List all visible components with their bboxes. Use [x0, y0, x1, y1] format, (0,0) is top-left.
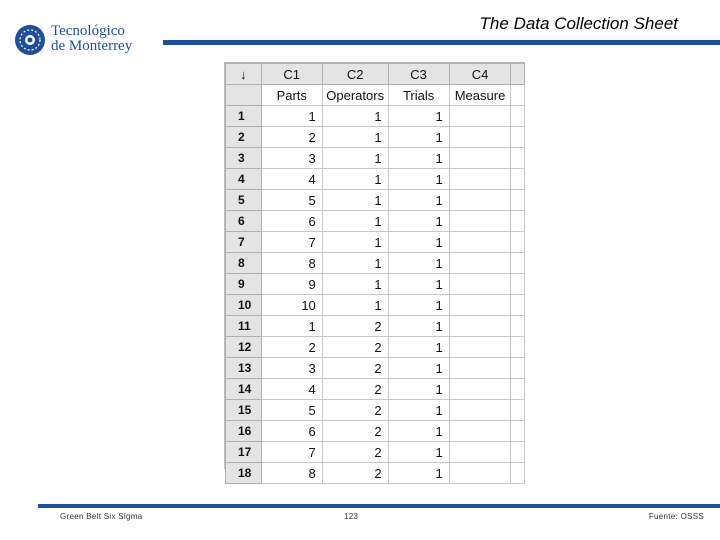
table-row [226, 232, 525, 253]
column-header-c1[interactable]: C1 [261, 64, 322, 85]
column-id-row [226, 64, 525, 85]
cell-parts[interactable]: 10 [261, 295, 322, 316]
cell-operators[interactable]: 1 [322, 295, 388, 316]
cell-trials[interactable]: 1 [388, 463, 449, 484]
cell-measure[interactable] [449, 442, 511, 463]
cell-operators[interactable]: 2 [322, 400, 388, 421]
column-name-operators[interactable]: Operators [322, 85, 388, 106]
cell-parts[interactable]: 9 [261, 274, 322, 295]
cell-trials[interactable]: 1 [388, 148, 449, 169]
cell-parts[interactable]: 3 [261, 358, 322, 379]
row-number[interactable]: 15 [226, 400, 262, 421]
top-divider [163, 40, 720, 45]
table-row [226, 400, 525, 421]
row-number[interactable]: 7 [226, 232, 262, 253]
cell-extra[interactable] [511, 400, 525, 421]
footer-source: Fuente: OSSS [648, 512, 704, 521]
column-header-c3[interactable]: C3 [388, 64, 449, 85]
cell-parts[interactable]: 6 [261, 211, 322, 232]
cell-trials[interactable]: 1 [388, 442, 449, 463]
cell-operators[interactable]: 1 [322, 190, 388, 211]
row-number[interactable]: 12 [226, 337, 262, 358]
row-number[interactable]: 14 [226, 379, 262, 400]
cell-extra[interactable] [511, 379, 525, 400]
cell-extra[interactable] [511, 295, 525, 316]
table-row [226, 127, 525, 148]
cell-measure[interactable] [449, 463, 511, 484]
cell-extra[interactable] [511, 421, 525, 442]
row-number[interactable]: 5 [226, 190, 262, 211]
cell-measure[interactable] [449, 106, 511, 127]
table-row [226, 106, 525, 127]
row-number[interactable]: 13 [226, 358, 262, 379]
table-row [226, 211, 525, 232]
row-number[interactable]: 11 [226, 316, 262, 337]
cell-trials[interactable]: 1 [388, 379, 449, 400]
cell-parts[interactable]: 4 [261, 169, 322, 190]
down-arrow-icon[interactable]: ↓ [226, 64, 262, 85]
cell-trials[interactable]: 1 [388, 211, 449, 232]
cell-trials[interactable]: 1 [388, 421, 449, 442]
cell-trials[interactable]: 1 [388, 127, 449, 148]
cell-measure[interactable] [449, 232, 511, 253]
cell-parts[interactable]: 4 [261, 379, 322, 400]
cell-measure[interactable] [449, 211, 511, 232]
cell-trials[interactable]: 1 [388, 232, 449, 253]
cell-extra[interactable] [511, 169, 525, 190]
cell-trials[interactable]: 1 [388, 400, 449, 421]
row-number[interactable]: 18 [226, 463, 262, 484]
table-row [226, 295, 525, 316]
institution-logo [14, 22, 164, 62]
cell-parts[interactable]: 2 [261, 337, 322, 358]
cell-operators[interactable]: 1 [322, 232, 388, 253]
column-header-c2[interactable]: C2 [322, 64, 388, 85]
cell-trials[interactable]: 1 [388, 106, 449, 127]
column-name-measure[interactable]: Measure [449, 85, 511, 106]
cell-extra[interactable] [511, 127, 525, 148]
cell-extra[interactable] [511, 316, 525, 337]
cell-parts[interactable]: 2 [261, 127, 322, 148]
cell-parts[interactable]: 3 [261, 148, 322, 169]
cell-operators[interactable]: 2 [322, 379, 388, 400]
table-row [226, 316, 525, 337]
cell-extra[interactable] [511, 337, 525, 358]
cell-measure[interactable] [449, 400, 511, 421]
cell-measure[interactable] [449, 190, 511, 211]
row-number[interactable]: 2 [226, 127, 262, 148]
column-name-trials[interactable]: Trials [388, 85, 449, 106]
cell-extra[interactable] [511, 463, 525, 484]
cell-measure[interactable] [449, 379, 511, 400]
cell-extra[interactable] [511, 442, 525, 463]
cell-operators[interactable]: 2 [322, 316, 388, 337]
row-number[interactable]: 6 [226, 211, 262, 232]
table-row [226, 421, 525, 442]
row-number[interactable]: 3 [226, 148, 262, 169]
cell-extra[interactable] [511, 106, 525, 127]
footer-course: Green Belt Six Sigma [60, 512, 143, 521]
logo-seal-icon [14, 24, 46, 56]
cell-extra[interactable] [511, 148, 525, 169]
cell-extra[interactable] [511, 232, 525, 253]
logo-line-2: de Monterrey [51, 38, 133, 54]
row-number[interactable]: 4 [226, 169, 262, 190]
column-header-extra[interactable] [511, 64, 525, 85]
column-header-c4[interactable]: C4 [449, 64, 511, 85]
worksheet-body [226, 106, 525, 484]
cell-extra[interactable] [511, 358, 525, 379]
cell-extra[interactable] [511, 190, 525, 211]
footer-page-number: 123 [344, 512, 359, 521]
worksheet[interactable] [224, 62, 525, 481]
cell-parts[interactable]: 5 [261, 400, 322, 421]
cell-operators[interactable]: 2 [322, 421, 388, 442]
cell-extra[interactable] [511, 253, 525, 274]
table-row [226, 442, 525, 463]
cell-trials[interactable]: 1 [388, 274, 449, 295]
table-row [226, 358, 525, 379]
cell-trials[interactable]: 1 [388, 316, 449, 337]
bottom-divider [38, 504, 720, 508]
table-row [226, 337, 525, 358]
cell-operators[interactable]: 1 [322, 169, 388, 190]
cell-parts[interactable]: 1 [261, 106, 322, 127]
table-row [226, 169, 525, 190]
cell-trials[interactable]: 1 [388, 358, 449, 379]
table-row [226, 379, 525, 400]
name-row-header[interactable] [226, 85, 262, 106]
cell-operators[interactable]: 2 [322, 442, 388, 463]
cell-measure[interactable] [449, 148, 511, 169]
column-name-extra[interactable] [511, 85, 525, 106]
cell-parts[interactable]: 7 [261, 232, 322, 253]
logo-line-1: Tecnológico [51, 23, 125, 39]
cell-measure[interactable] [449, 127, 511, 148]
table-row [226, 253, 525, 274]
cell-operators[interactable]: 1 [322, 127, 388, 148]
cell-parts[interactable]: 5 [261, 190, 322, 211]
logo-text [51, 24, 132, 54]
cell-measure[interactable] [449, 274, 511, 295]
row-number[interactable]: 9 [226, 274, 262, 295]
cell-measure[interactable] [449, 295, 511, 316]
cell-trials[interactable]: 1 [388, 337, 449, 358]
row-number[interactable]: 16 [226, 421, 262, 442]
cell-trials[interactable]: 1 [388, 253, 449, 274]
column-name-parts[interactable]: Parts [261, 85, 322, 106]
row-number[interactable]: 1 [226, 106, 262, 127]
cell-trials[interactable]: 1 [388, 169, 449, 190]
table-row [226, 148, 525, 169]
cell-operators[interactable]: 2 [322, 463, 388, 484]
row-number[interactable]: 10 [226, 295, 262, 316]
cell-operators[interactable]: 1 [322, 106, 388, 127]
table-row [226, 274, 525, 295]
cell-parts[interactable]: 6 [261, 421, 322, 442]
cell-parts[interactable]: 1 [261, 316, 322, 337]
cell-parts[interactable]: 8 [261, 253, 322, 274]
cell-operators[interactable]: 2 [322, 337, 388, 358]
cell-operators[interactable]: 2 [322, 358, 388, 379]
cell-measure[interactable] [449, 358, 511, 379]
cell-measure[interactable] [449, 253, 511, 274]
row-number[interactable]: 17 [226, 442, 262, 463]
cell-measure[interactable] [449, 316, 511, 337]
cell-measure[interactable] [449, 421, 511, 442]
cell-operators[interactable]: 1 [322, 253, 388, 274]
cell-operators[interactable]: 1 [322, 211, 388, 232]
row-number[interactable]: 8 [226, 253, 262, 274]
cell-operators[interactable]: 1 [322, 148, 388, 169]
table-row [226, 190, 525, 211]
worksheet-table [225, 63, 525, 484]
cell-extra[interactable] [511, 274, 525, 295]
cell-parts[interactable]: 7 [261, 442, 322, 463]
cell-operators[interactable]: 1 [322, 274, 388, 295]
cell-trials[interactable]: 1 [388, 190, 449, 211]
cell-trials[interactable]: 1 [388, 295, 449, 316]
column-name-row [226, 85, 525, 106]
slide-title: The Data Collection Sheet [479, 14, 678, 33]
cell-measure[interactable] [449, 337, 511, 358]
cell-measure[interactable] [449, 169, 511, 190]
cell-parts[interactable]: 8 [261, 463, 322, 484]
table-row [226, 463, 525, 484]
cell-extra[interactable] [511, 211, 525, 232]
